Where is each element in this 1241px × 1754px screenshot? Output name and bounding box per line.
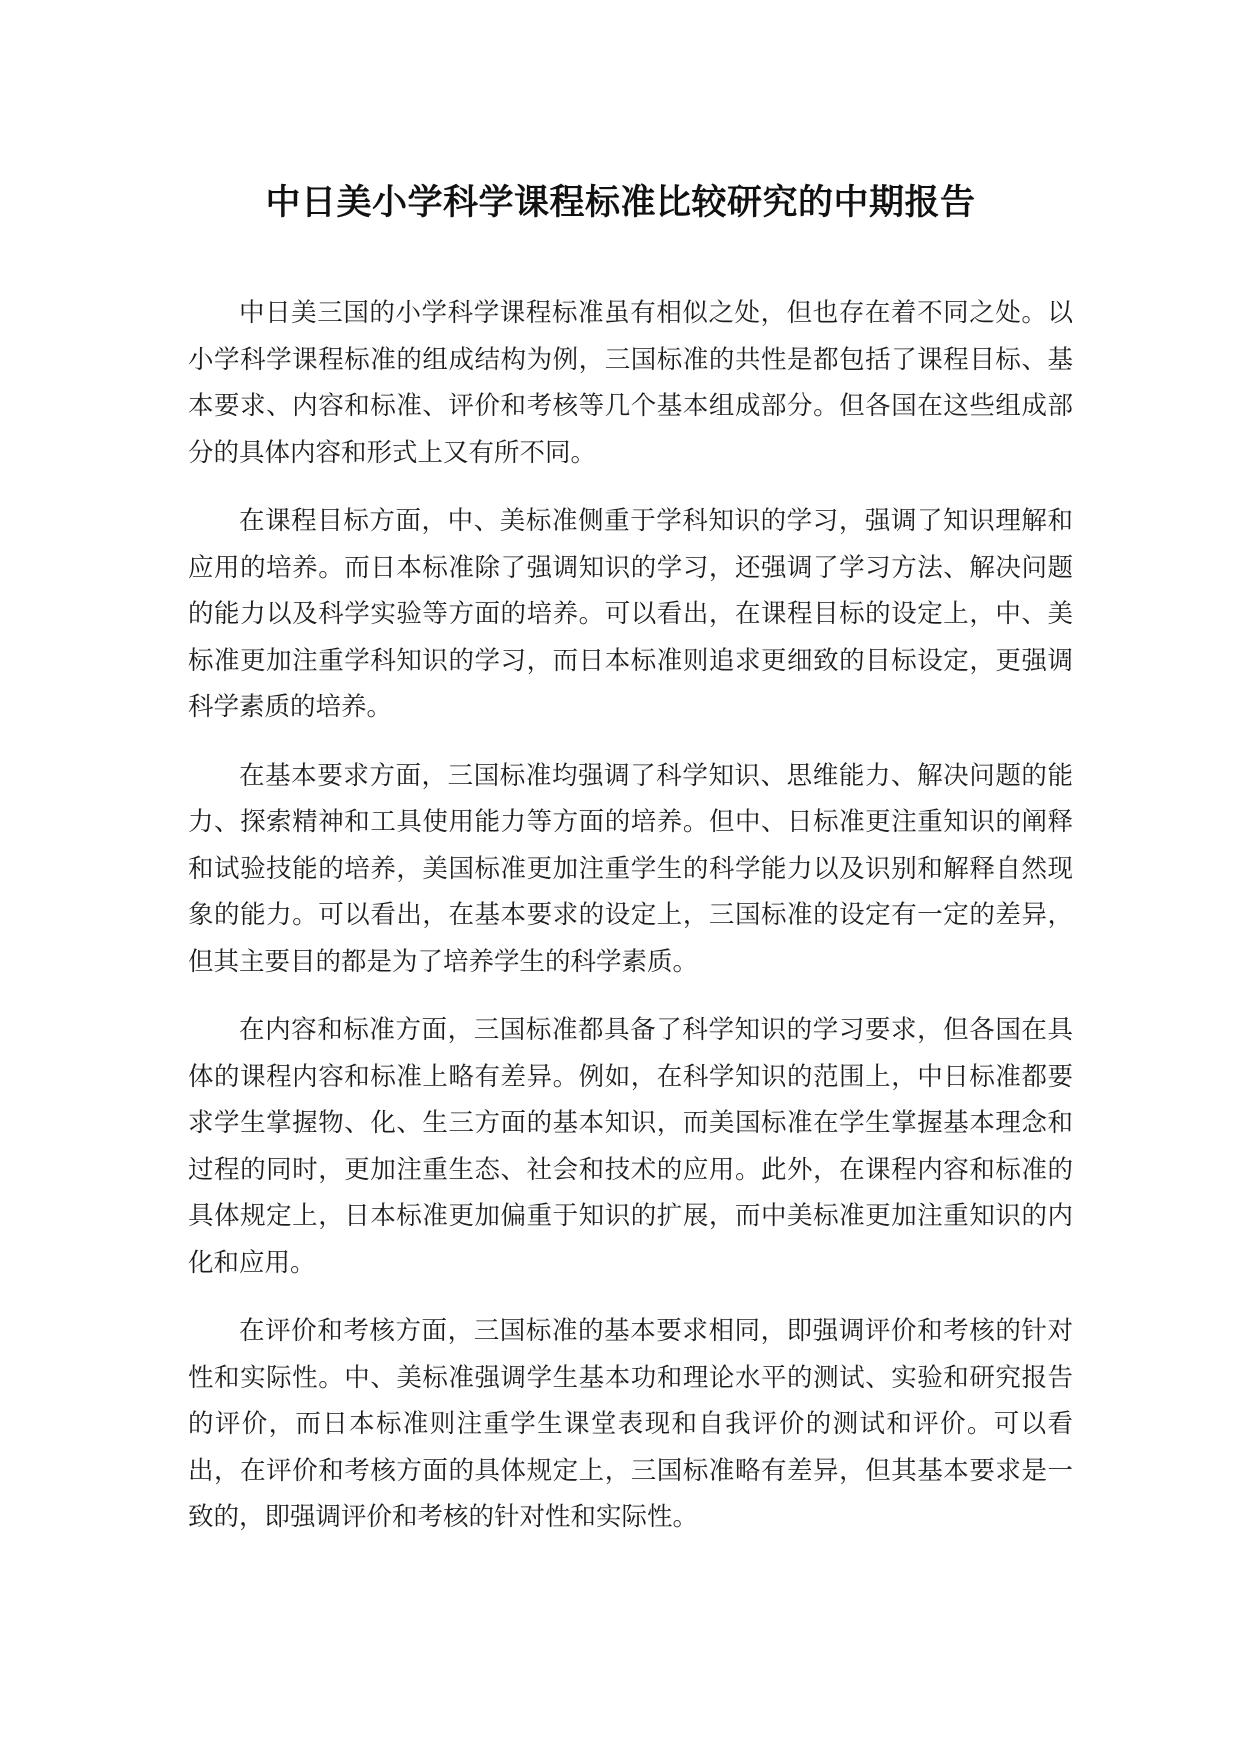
paragraph-course-goals: 在课程目标方面，中、美标准侧重于学科知识的学习，强调了知识理解和应用的培养。而日本标准除了强调知识的学习，还强调了学习方法、解决问题的能力以及科学实验等方面的培养。可以看出，在课程目标的设定上，中、美标准更加注重学科知识的学习，而日本标准则追求更细致的目标设定，更强调科学素质的培养。: [188, 506, 1073, 722]
document-body: [188, 290, 1073, 1563]
paragraph-evaluation: 在评价和考核方面，三国标准的基本要求相同，即强调评价和考核的针对性和实际性。中、美标准强调学生基本功和理论水平的测试、实验和研究报告的评价，而日本标准则注重学生课堂表现和自我评价的测试和评价。可以看出，在评价和考核方面的具体规定上，三国标准略有差异，但其基本要求是一致的，即强调评价和考核的针对性和实际性。: [188, 1316, 1073, 1532]
document-title: 中日美小学科学课程标准比较研究的中期报告: [265, 183, 976, 223]
paragraph-intro: 中日美三国的小学科学课程标准虽有相似之处，但也存在着不同之处。以小学科学课程标准的组成结构为例，三国标准的共性是都包括了课程目标、基本要求、内容和标准、评价和考核等几个基本组成部分。但各国在这些组成部分的具体内容和形式上又有所不同。: [188, 298, 1073, 468]
paragraph-content-standards: 在内容和标准方面，三国标准都具备了科学知识的学习要求，但各国在具体的课程内容和标准上略有差异。例如，在科学知识的范围上，中日标准都要求学生掌握物、化、生三方面的基本知识，而美国标准在学生掌握基本理念和过程的同时，更加注重生态、社会和技术的应用。此外，在课程内容和标准的具体规定上，日本标准更加偏重于知识的扩展，而中美标准更加注重知识的内化和应用。: [188, 1015, 1073, 1278]
paragraph-basic-requirements: 在基本要求方面，三国标准均强调了科学知识、思维能力、解决问题的能力、探索精神和工具使用能力等方面的培养。但中、日标准更注重知识的阐释和试验技能的培养，美国标准更加注重学生的科学能力以及识别和解释自然现象的能力。可以看出，在基本要求的设定上，三国标准的设定有一定的差异，但其主要目的都是为了培养学生的科学素质。: [188, 760, 1073, 977]
